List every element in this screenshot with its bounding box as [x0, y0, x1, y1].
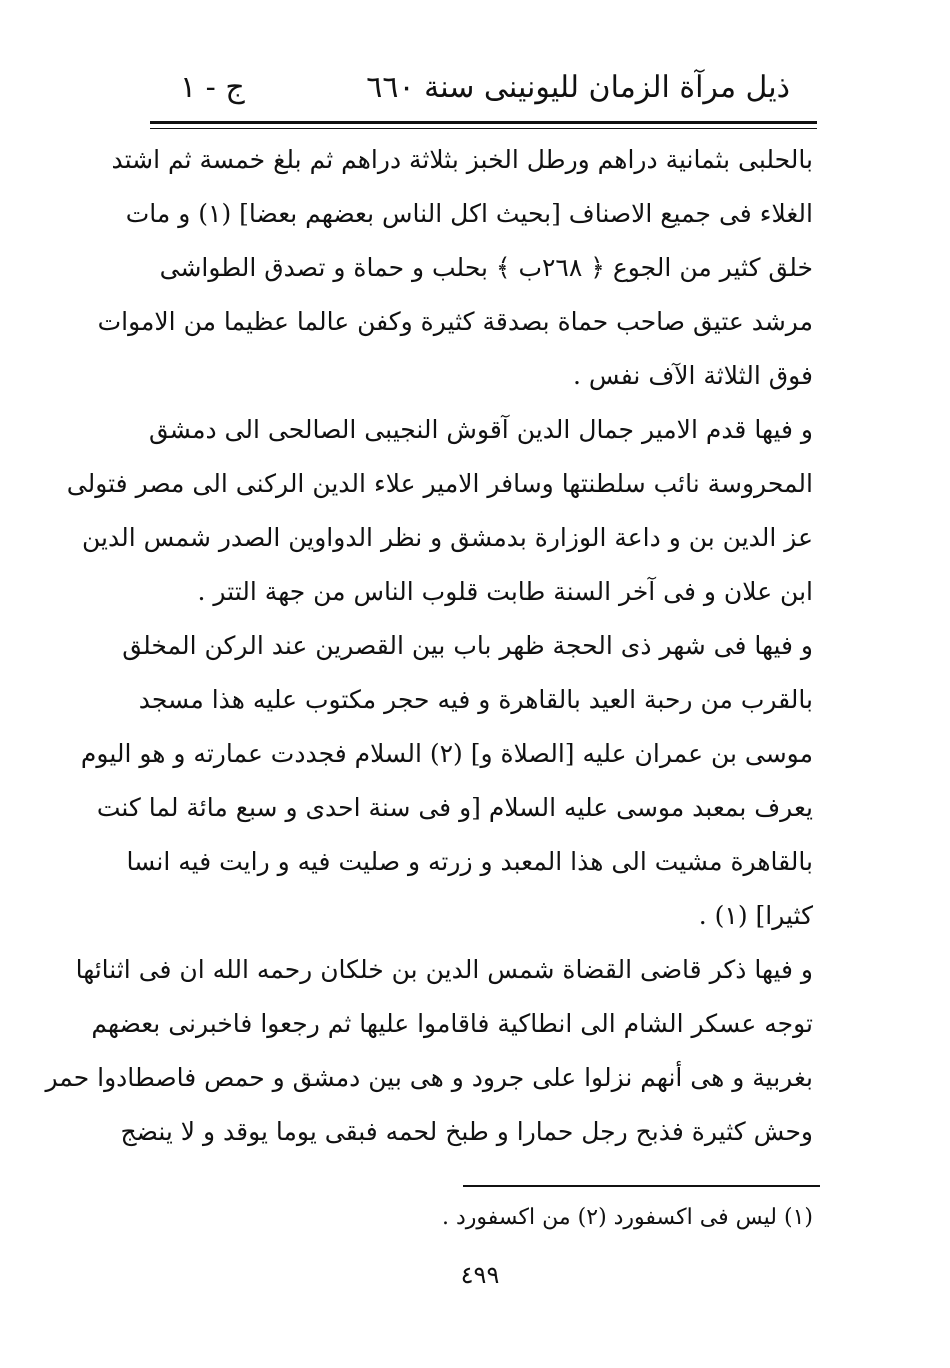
text-line: وحش كثيرة فذبح رجل حمارا و طبخ لحمه فبقى يوما يوقد و لا ينضج [120, 1117, 813, 1146]
paragraph [97, 133, 813, 403]
header-volume: ج - ١ [180, 70, 245, 105]
header-rule-thick [150, 121, 817, 124]
text-line: و فيها فى شهر ذى الحجة ظهر باب بين القصرين عند الركن المخلق [122, 631, 813, 660]
paragraph [80, 619, 813, 943]
page-number: ٤٩٩ [460, 1261, 500, 1289]
text-line: موسى بن عمران عليه [الصلاة و] (٢) السلام فجددت عمارته و هو اليوم [80, 739, 813, 768]
running-header [150, 68, 790, 118]
text-line: ابن علان و فى آخر السنة طابت قلوب الناس من جهة التتر . [197, 577, 813, 606]
text-line: مرشد عتيق صاحب حماة بصدقة كثيرة وكفن عالما عظيما من الاموات [97, 307, 813, 336]
paragraph [66, 403, 813, 619]
text-line: بالقاهرة مشيت الى هذا المعبد و زرته و صليت فيه و رايت فيه انسا [126, 847, 813, 876]
text-line: كثيرا] (١) . [698, 901, 813, 930]
header-rule-thin [150, 128, 817, 129]
footnote: (١) ليس فى اكسفورد (٢) من اكسفورد . [442, 1205, 813, 1230]
text-line: فوق الثلاثة الآف نفس . [573, 361, 813, 390]
text-line: بغربية و هى أنهم نزلوا على جرود و هى بين دمشق و حمص فاصطادوا حمر [45, 1063, 813, 1092]
paragraph [45, 943, 813, 1159]
text-line: و فيها قدم الامير جمال الدين آقوش النجيبى الصالحى الى دمشق [148, 415, 813, 444]
text-line: يعرف بمعبد موسى عليه السلام [و فى سنة احدى و سبع مائة لما كنت [96, 793, 813, 822]
text-line: توجه عسكر الشام الى انطاكية فاقاموا عليها ثم رجعوا فاخبرنى بعضهم [91, 1009, 813, 1038]
body-text [45, 133, 813, 1159]
header-title: ذيل مرآة الزمان لليونينى سنة ٦٦٠ [366, 70, 790, 105]
footnote-rule [463, 1185, 820, 1187]
text-line: و فيها ذكر قاضى القضاة شمس الدين بن خلكان رحمه الله ان فى اثنائها [75, 955, 813, 984]
text-line: بالقرب من رحبة العيد بالقاهرة و فيه حجر مكتوب عليه هذا مسجد [138, 685, 813, 714]
text-line: المحروسة نائب سلطنتها وسافر الامير علاء الدين الركنى الى مصر فتولى [66, 469, 813, 498]
text-line: عز الدين بن و داعة الوزارة بدمشق و نظر الدواوين الصدر شمس الدين [82, 523, 813, 552]
text-line: خلق كثير من الجوع ﴿ ٢٦٨ب ﴾ بحلب و حماة و تصدق الطواشى [159, 253, 813, 282]
text-line: بالحلبى بثمانية دراهم ورطل الخبز بثلاثة دراهم ثم بلغ خمسة ثم اشتد [111, 145, 813, 174]
text-line: الغلاء فى جميع الاصناف [بحيث اكل الناس بعضهم بعضا] (١) و مات [125, 199, 813, 228]
